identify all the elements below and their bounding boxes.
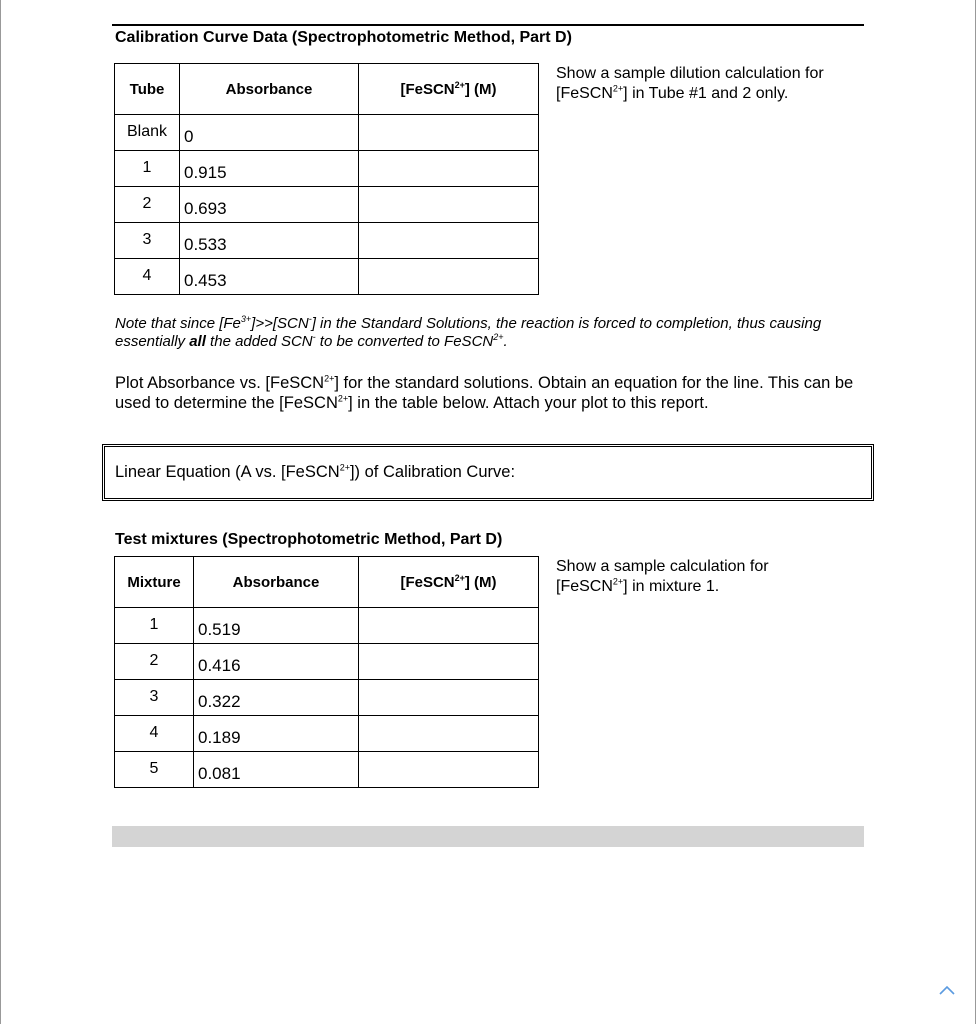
table-row	[115, 187, 539, 223]
top-rule	[112, 24, 864, 26]
mixture-calc-note: Show a sample calculation for [FeSCN$^{2+}$] in mixture 1.	[556, 558, 769, 595]
table-row	[115, 680, 539, 716]
test-header-row	[115, 557, 539, 608]
table-row	[115, 223, 539, 259]
completion-note: Note that since $[Fe^{3+}]>>[SCN^-]$ in the Standard Solutions, the reaction is forced to completion, thus causing essentially all the added SCN- to be converted to FeSCN$^{2+}$.	[115, 314, 822, 350]
table-row	[115, 115, 539, 151]
tube-id: 2	[115, 187, 180, 223]
absorbance-value[interactable]: 0.693	[180, 187, 359, 223]
plot-instructions: Plot Absorbance vs. [FeSCN$^{2+}$] for the standard solutions. Obtain an equation for the line. This can be used to determine the [FeSCN$^{2+}$] in the table below. Attach your plot to this report.	[115, 373, 854, 412]
tube-id: 3	[115, 223, 180, 259]
table-row	[115, 752, 539, 788]
mixture-id: 5	[115, 752, 194, 788]
table-row	[115, 644, 539, 680]
mixture-id: 3	[115, 680, 194, 716]
mixture-id: 2	[115, 644, 194, 680]
concentration-cell[interactable]	[359, 644, 539, 680]
tube-id: Blank	[115, 115, 180, 151]
absorbance-header: Absorbance	[194, 557, 359, 608]
tube-id: 4	[115, 259, 180, 295]
concentration-cell[interactable]	[359, 187, 539, 223]
mixture-id: 1	[115, 608, 194, 644]
test-mixtures-title: Test mixtures (Spectrophotometric Method, Part D)	[115, 531, 503, 548]
table-row	[115, 151, 539, 187]
concentration-cell[interactable]	[359, 259, 539, 295]
absorbance-value[interactable]: 0.915	[180, 151, 359, 187]
table-row	[115, 716, 539, 752]
page-footer-bar	[112, 826, 864, 847]
table-row	[115, 608, 539, 644]
concentration-cell[interactable]	[359, 223, 539, 259]
calibration-table	[114, 63, 539, 295]
absorbance-value[interactable]: 0.416	[194, 644, 359, 680]
concentration-cell[interactable]	[359, 716, 539, 752]
concentration-cell[interactable]	[359, 608, 539, 644]
mixture-header: Mixture	[115, 557, 194, 608]
concentration-cell[interactable]	[359, 752, 539, 788]
absorbance-value[interactable]: 0.189	[194, 716, 359, 752]
absorbance-value[interactable]: 0.322	[194, 680, 359, 716]
calibration-title: Calibration Curve Data (Spectrophotometric Method, Part D)	[115, 29, 572, 46]
concentration-header: [FeSCN$^{2+}$] (M)	[359, 64, 539, 115]
linear-equation-box[interactable]	[102, 444, 874, 501]
table-row	[115, 259, 539, 295]
concentration-header: [FeSCN$^{2+}$] (M)	[359, 557, 539, 608]
calibration-header-row	[115, 64, 539, 115]
mixture-id: 4	[115, 716, 194, 752]
concentration-cell[interactable]	[359, 151, 539, 187]
absorbance-header: Absorbance	[180, 64, 359, 115]
tube-id: 1	[115, 151, 180, 187]
absorbance-value[interactable]: 0.519	[194, 608, 359, 644]
dilution-calc-note: Show a sample dilution calculation for [FeSCN$^{2+}$] in Tube #1 and 2 only.	[556, 65, 824, 102]
absorbance-value[interactable]: 0.081	[194, 752, 359, 788]
page-border-left	[0, 0, 1, 1024]
linear-equation-label: Linear Equation (A vs. [FeSCN$^{2+}$]) of Calibration Curve:	[115, 462, 516, 481]
absorbance-value[interactable]: 0.453	[180, 259, 359, 295]
absorbance-value[interactable]: 0	[180, 115, 359, 151]
absorbance-value[interactable]: 0.533	[180, 223, 359, 259]
concentration-cell[interactable]	[359, 115, 539, 151]
test-mixtures-table	[114, 556, 539, 788]
chevron-up-icon[interactable]	[938, 980, 958, 1000]
concentration-cell[interactable]	[359, 680, 539, 716]
tube-header: Tube	[115, 64, 180, 115]
